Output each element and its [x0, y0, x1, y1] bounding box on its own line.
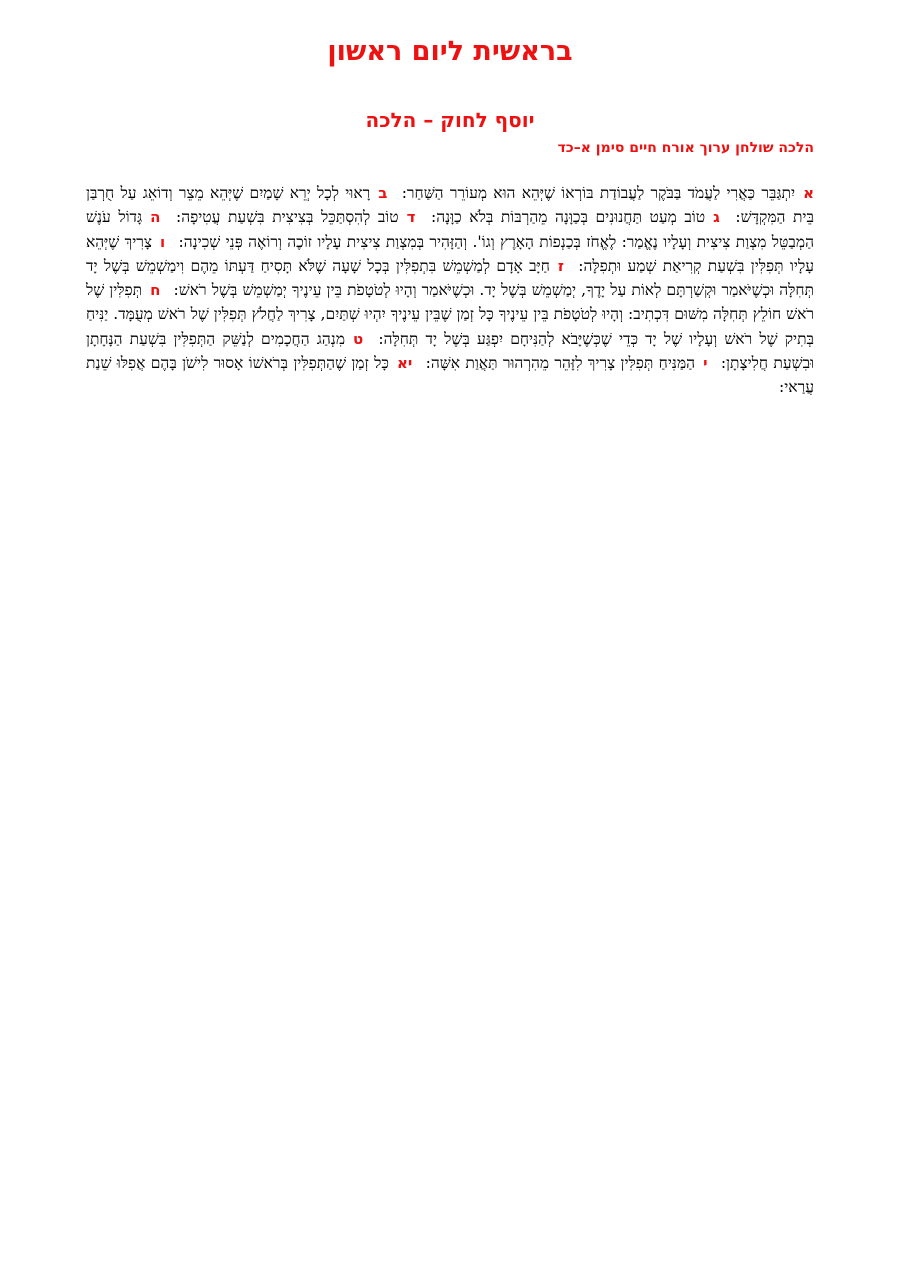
seif-marker: ג — [713, 208, 720, 227]
page-title: בראשית ליום ראשון — [327, 36, 573, 67]
seif-1 — [402, 184, 814, 202]
halacha-body — [86, 181, 814, 400]
seif-text: צָרִיךְ שֶׁיְּהֵא עָלָיו תְּפִלִּין בִּשְׁעַת קְרִיאַת שְׁמַע וּתְפִלָּה: — [86, 232, 814, 275]
seif-marker: ד — [406, 208, 416, 227]
seif-marker: ז — [557, 256, 564, 275]
seif-marker: יא — [396, 354, 413, 373]
seif-text: הַמַּנִּיחַ תְּפִלִּין צָרִיךְ לִזָּהֵר מֵהִרְהוּר תַּאֲוַת אִשָּׁה: — [425, 354, 696, 373]
seif-text: רָאוּי לְכָל יְרֵא שָׁמַיִם שֶׁיְּהֵא מֵצֵר וְדוֹאֵג עַל חֻרְבַּן בֵּית הַמִּקְדָּשׁ: — [86, 184, 814, 227]
seif-text: יִתְגַּבֵּר כַּאֲרִי לַעֲמֹד בַּבֹּקֶר לַעֲבוֹדַת בּוֹרְאוֹ שֶׁיְּהֵא הוּא מְעוֹרֵר הַשַּׁחַר: — [401, 184, 796, 202]
seif-text: תְּפִלִּין שֶׁל רֹאשׁ חוֹלֵץ תְּחִלָּה מִשּׁוּם דִּכְתִיב: וְהָיוּ לְטֹטָפֹת בֵּין עֵינֶיךָ כָּל זְמַן שֶׁבֵּין עֵינֶיךָ יִהְיוּ שְׁתַּיִם, צָרִיךְ לַחֲלֹץ תְּפִלִּין שֶׁל רֹאשׁ מְעֻמָּד. יַנִּיחַ בְּתִיק שֶׁל רֹאשׁ וְעָלָיו שֶׁל יָד כְּדֵי שֶׁכְּשֶׁיָּבֹא לְהַנִּיחָם יִפְגַּע בְּשֶׁל יָד תְּחִלָּה: — [86, 281, 814, 348]
seif-marker: ה — [150, 208, 161, 227]
seif-marker: ו — [160, 232, 166, 251]
seif-marker: א — [803, 184, 814, 202]
seif-text: גָּדוֹל עֹנֶשׁ הַמְבַטֵּל מִצְוַת צִיצִית וְעָלָיו נֶאֱמַר: לֶאֱחֹז בְּכַנְפוֹת הָאָרֶץ וְגוֹ'. וְהַזָּהִיר בְּמִצְוַת צִיצִית עָלָיו זוֹכֶה וְרוֹאֶה פְּנֵי שְׁכִינָה: — [86, 208, 814, 251]
seif-10 — [426, 354, 716, 372]
seif-marker: ב — [378, 184, 388, 202]
seif-marker: י — [703, 354, 708, 373]
seif-text: טוֹב מְעַט תַּחֲנוּנִים בְּכַוָּנָה מֵהַרְבּוֹת בְּלֹא כַוָּנָה: — [431, 208, 706, 227]
seif-marker: ט — [353, 329, 364, 348]
seif-4 — [176, 208, 423, 226]
seif-text: מִנְהַג הַחֲכָמִים לְנַשֵּׁק הַתְּפִלִּין בִּשְׁעַת הַנָּחָתָן וּבִשְׁעַת חֲלִיצָתָן: — [86, 329, 815, 373]
seif-text: טוֹב לְהִסְתַּכֵּל בְּצִיצִית בִּשְׁעַת עֲטִיפָה: — [175, 208, 399, 227]
seif-text: חַיָּב אָדָם לְמַשְׁמֵשׁ בִּתְפִלִּין בְּכָל שָׁעָה שֶׁלֹּא תָּסִיחַ דַּעְתּוֹ מֵהֶם וִימַשְׁמֵשׁ בְּשֶׁל יָד תְּחִלָּה וּכְשֶׁיֹּאמַר וּקְשַׁרְתָּם לְאוֹת עַל יָדֶךָ, יְמַשְׁמֵשׁ בְּשֶׁל יָד. וּכְשֶׁיֹּאמַר וְהָיוּ לְטֹטָפֹת בֵּין עֵינֶיךָ יְמַשְׁמֵשׁ בְּשֶׁל רֹאשׁ: — [86, 256, 814, 300]
source-reference: הלכה שולחן ערוך אורח חיים סימן א–כד — [557, 140, 814, 156]
page-subtitle: יוסף לחוק – הלכה — [365, 108, 535, 132]
seif-3 — [431, 208, 728, 226]
seif-marker: ח — [150, 281, 161, 300]
seif-text: כָּל זְמַן שֶׁהַתְּפִלִּין בְּרֹאשׁוֹ אָסוּר לִישֹׁן בָּהֶם אֲפִלּוּ שֵׁנַת עֲרַאי: — [86, 354, 814, 397]
